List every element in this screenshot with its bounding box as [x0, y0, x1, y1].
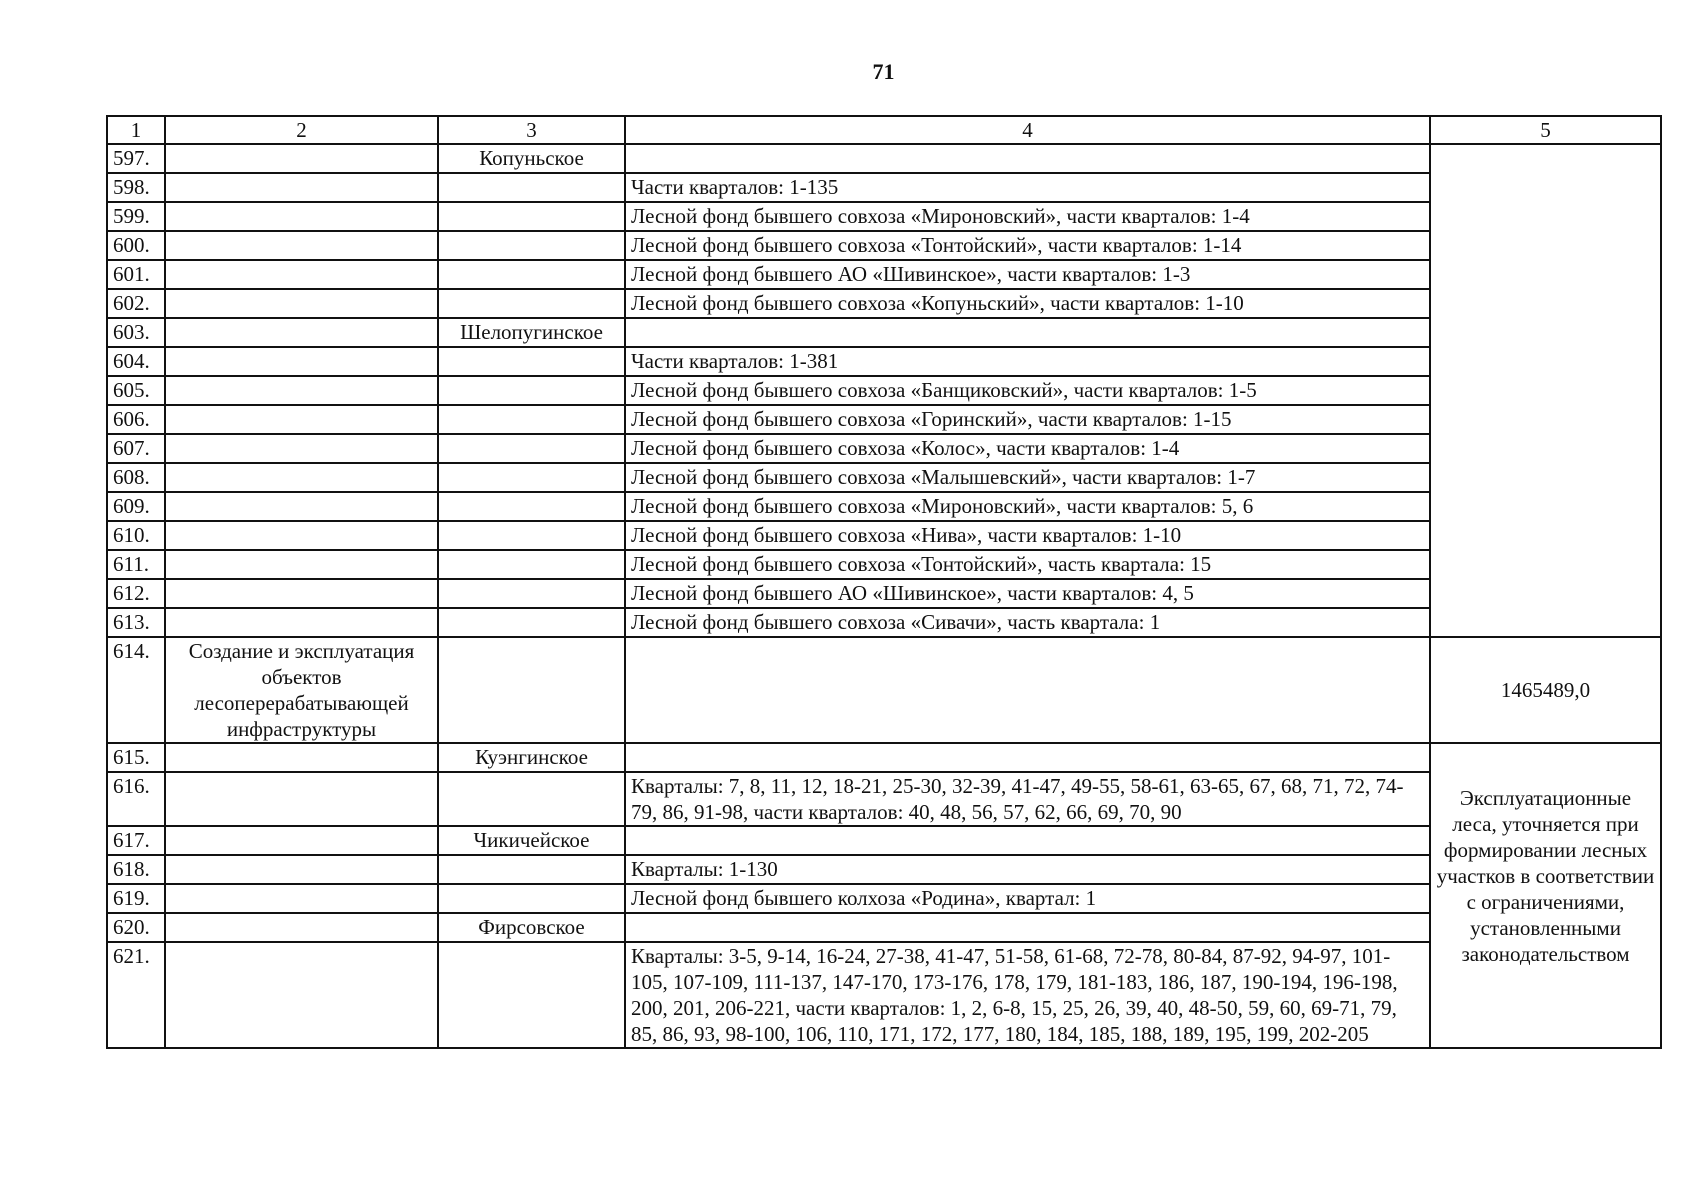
row-number-cell: 603.	[107, 318, 165, 347]
table-header-row	[107, 116, 1661, 144]
forestry-cell	[438, 521, 625, 550]
quarters-cell: Части кварталов: 1-135	[625, 173, 1430, 202]
quarters-cell: Лесной фонд бывшего совхоза «Колос», части кварталов: 1-4	[625, 434, 1430, 463]
row-number-cell: 600.	[107, 231, 165, 260]
forest-register-table	[106, 115, 1662, 1049]
table-row	[107, 376, 1661, 405]
activity-cell	[165, 202, 438, 231]
row-number-cell: 621.	[107, 942, 165, 1048]
quarters-cell: Лесной фонд бывшего АО «Шивинское», части кварталов: 4, 5	[625, 579, 1430, 608]
quarters-cell: Лесной фонд бывшего совхоза «Сивачи», часть квартала: 1	[625, 608, 1430, 637]
activity-cell: Создание и эксплуатация объектов лесоперерабатывающей инфраструктуры	[165, 637, 438, 743]
forestry-cell	[438, 637, 625, 743]
table-row	[107, 463, 1661, 492]
row-number-cell: 619.	[107, 884, 165, 913]
activity-cell	[165, 608, 438, 637]
forest-category-note-cell: Эксплуатационные леса, уточняется при формировании лесных участков в соответствии с ограничениями, установленными законодательством	[1430, 743, 1661, 1048]
table-row	[107, 521, 1661, 550]
quarters-cell: Лесной фонд бывшего АО «Шивинское», части кварталов: 1-3	[625, 260, 1430, 289]
quarters-cell: Лесной фонд бывшего совхоза «Нива», части кварталов: 1-10	[625, 521, 1430, 550]
row-number-cell: 601.	[107, 260, 165, 289]
row-number-cell: 605.	[107, 376, 165, 405]
forestry-cell	[438, 772, 625, 826]
forestry-cell	[438, 855, 625, 884]
quarters-cell: Лесной фонд бывшего совхоза «Банщиковский», части кварталов: 1-5	[625, 376, 1430, 405]
forestry-cell	[438, 884, 625, 913]
row-number-cell: 602.	[107, 289, 165, 318]
table-row	[107, 405, 1661, 434]
row-number-cell: 618.	[107, 855, 165, 884]
row-number-cell: 617.	[107, 826, 165, 855]
table-row	[107, 550, 1661, 579]
table-row	[107, 884, 1661, 913]
table-row	[107, 579, 1661, 608]
page-number: 71	[872, 59, 895, 84]
table-row	[107, 434, 1661, 463]
table-row	[107, 855, 1661, 884]
quarters-cell	[625, 743, 1430, 772]
forestry-cell	[438, 942, 625, 1048]
activity-cell	[165, 347, 438, 376]
row-number-cell: 614.	[107, 637, 165, 743]
forestry-cell	[438, 289, 625, 318]
table-row	[107, 743, 1661, 772]
quarters-cell: Лесной фонд бывшего совхоза «Тонтойский», часть квартала: 15	[625, 550, 1430, 579]
forestry-cell	[438, 260, 625, 289]
activity-cell	[165, 231, 438, 260]
table-row	[107, 492, 1661, 521]
activity-cell	[165, 463, 438, 492]
activity-cell	[165, 550, 438, 579]
row-number-cell: 604.	[107, 347, 165, 376]
forestry-cell	[438, 492, 625, 521]
quarters-cell: Лесной фонд бывшего совхоза «Малышевский», части кварталов: 1-7	[625, 463, 1430, 492]
forestry-cell	[438, 579, 625, 608]
table-row	[107, 942, 1661, 1048]
activity-cell	[165, 743, 438, 772]
activity-cell	[165, 492, 438, 521]
header-cell: 1	[107, 116, 165, 144]
row-number-cell: 609.	[107, 492, 165, 521]
activity-cell	[165, 173, 438, 202]
row-number-cell: 610.	[107, 521, 165, 550]
table-row	[107, 289, 1661, 318]
quarters-cell: Лесной фонд бывшего совхоза «Мироновский», части кварталов: 1-4	[625, 202, 1430, 231]
row-number-cell: 620.	[107, 913, 165, 942]
activity-cell	[165, 855, 438, 884]
activity-cell	[165, 376, 438, 405]
quarters-cell	[625, 144, 1430, 173]
row-number-cell: 616.	[107, 772, 165, 826]
row-number-cell: 599.	[107, 202, 165, 231]
row-number-cell: 615.	[107, 743, 165, 772]
forestry-cell	[438, 173, 625, 202]
quarters-cell: Части кварталов: 1-381	[625, 347, 1430, 376]
activity-cell	[165, 260, 438, 289]
forestry-cell: Чикичейское	[438, 826, 625, 855]
table-row	[107, 318, 1661, 347]
row-number-cell: 598.	[107, 173, 165, 202]
activity-cell	[165, 913, 438, 942]
forestry-cell	[438, 347, 625, 376]
forestry-cell: Копуньское	[438, 144, 625, 173]
quarters-cell	[625, 318, 1430, 347]
table-row	[107, 772, 1661, 826]
table-row	[107, 144, 1661, 173]
table-row	[107, 260, 1661, 289]
table-row	[107, 202, 1661, 231]
activity-cell	[165, 942, 438, 1048]
forestry-cell	[438, 550, 625, 579]
area-cell-empty	[1430, 144, 1661, 637]
row-number-cell: 612.	[107, 579, 165, 608]
activity-cell	[165, 826, 438, 855]
table-row	[107, 231, 1661, 260]
quarters-cell: Кварталы: 7, 8, 11, 12, 18-21, 25-30, 32-39, 41-47, 49-55, 58-61, 63-65, 67, 68, 71, 72, 74-79, 86, 91-98, части кварталов: 40, 48, 56, 57, 62, 66, 69, 70, 90	[625, 772, 1430, 826]
activity-cell	[165, 144, 438, 173]
table-row	[107, 913, 1661, 942]
quarters-cell: Лесной фонд бывшего колхоза «Родина», квартал: 1	[625, 884, 1430, 913]
table-row	[107, 347, 1661, 376]
quarters-cell: Кварталы: 3-5, 9-14, 16-24, 27-38, 41-47, 51-58, 61-68, 72-78, 80-84, 87-92, 94-97, 101-105, 107-109, 111-137, 147-170, 173-176, 178, 179, 181-183, 186, 187, 190-194, 196-198, 200, 201, 206-221, части кварталов: 1, 2, 6-8, 15, 25, 26, 39, 40, 48-50, 59, 60, 69-71, 79, 85, 86, 93, 98-100, 106, 110, 171, 172, 177, 180, 184, 185, 188, 189, 195, 199, 202-205	[625, 942, 1430, 1048]
quarters-cell: Лесной фонд бывшего совхоза «Мироновский», части кварталов: 5, 6	[625, 492, 1430, 521]
table-row	[107, 173, 1661, 202]
table-row	[107, 637, 1661, 743]
quarters-cell: Кварталы: 1-130	[625, 855, 1430, 884]
row-number-cell: 608.	[107, 463, 165, 492]
activity-cell	[165, 289, 438, 318]
forestry-cell	[438, 434, 625, 463]
activity-cell	[165, 884, 438, 913]
activity-cell	[165, 318, 438, 347]
forestry-cell: Шелопугинское	[438, 318, 625, 347]
forestry-cell	[438, 231, 625, 260]
quarters-cell	[625, 826, 1430, 855]
row-number-cell: 606.	[107, 405, 165, 434]
header-cell: 2	[165, 116, 438, 144]
area-value-cell: 1465489,0	[1430, 637, 1661, 743]
forestry-cell	[438, 405, 625, 434]
quarters-cell	[625, 637, 1430, 743]
activity-cell	[165, 434, 438, 463]
activity-cell	[165, 579, 438, 608]
activity-cell	[165, 772, 438, 826]
forestry-cell	[438, 202, 625, 231]
quarters-cell	[625, 913, 1430, 942]
forestry-cell: Куэнгинское	[438, 743, 625, 772]
table-body	[107, 116, 1661, 1048]
activity-cell	[165, 521, 438, 550]
activity-cell	[165, 405, 438, 434]
forestry-cell	[438, 608, 625, 637]
row-number-cell: 611.	[107, 550, 165, 579]
forestry-cell	[438, 376, 625, 405]
quarters-cell: Лесной фонд бывшего совхоза «Тонтойский», части кварталов: 1-14	[625, 231, 1430, 260]
row-number-cell: 613.	[107, 608, 165, 637]
header-cell: 5	[1430, 116, 1661, 144]
header-cell: 3	[438, 116, 625, 144]
quarters-cell: Лесной фонд бывшего совхоза «Горинский», части кварталов: 1-15	[625, 405, 1430, 434]
quarters-cell: Лесной фонд бывшего совхоза «Копуньский», части кварталов: 1-10	[625, 289, 1430, 318]
header-cell: 4	[625, 116, 1430, 144]
table-row	[107, 608, 1661, 637]
row-number-cell: 607.	[107, 434, 165, 463]
row-number-cell: 597.	[107, 144, 165, 173]
forestry-cell	[438, 463, 625, 492]
table-row	[107, 826, 1661, 855]
forestry-cell: Фирсовское	[438, 913, 625, 942]
